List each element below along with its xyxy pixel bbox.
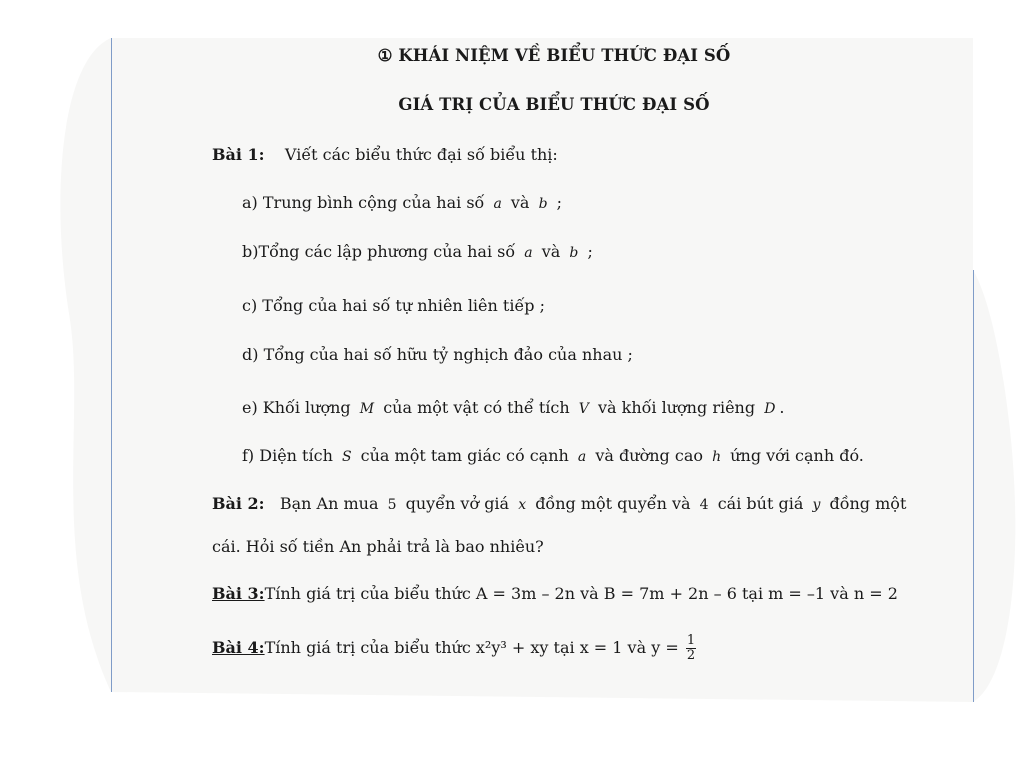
exercise-2 [212, 494, 906, 513]
exercise-1-label: Bài 1: [212, 145, 265, 164]
text: của một tam giác có cạnh [360, 446, 569, 465]
variable: b [569, 245, 579, 261]
text: e) Khối lượng [242, 398, 351, 417]
exercise-1-d: d) Tổng của hai số hữu tỷ nghịch đảo của nhau ; [242, 345, 633, 364]
exercise-2-label: Bài 2: [212, 494, 265, 513]
variable: a [493, 196, 502, 212]
exercise-1-text: Viết các biểu thức đại số biểu thị: [284, 145, 558, 164]
right-margin-line [973, 270, 974, 702]
exercise-3-label: Bài 3: [212, 584, 265, 603]
variable: S [341, 449, 352, 465]
number: 5 [387, 497, 397, 513]
variable: D [764, 401, 776, 417]
text: và [510, 193, 530, 212]
variable: x [518, 497, 527, 513]
sub-title: GIÁ TRỊ CỦA BIỂU THỨC ĐẠI SỐ [398, 95, 710, 114]
variable: a [577, 449, 587, 465]
variable: a [524, 245, 533, 261]
fraction-numerator: 1 [686, 633, 696, 648]
exercise-4-text: Tính giá trị của biểu thức x²y³ + xy tại x = 1 và y = [264, 638, 679, 657]
left-margin-line [111, 38, 112, 692]
exercise-1-b [242, 242, 593, 261]
exercise-3-text: Tính giá trị của biểu thức A = 3m – 2n và B = 7m + 2n – 6 tại m = –1 và n = 2 [264, 584, 898, 603]
text: và khối lượng riêng [597, 398, 756, 417]
text: và đường cao [595, 446, 703, 465]
text: cái bút giá [717, 494, 804, 513]
exercise-1-e [242, 398, 785, 417]
text: và [541, 242, 561, 261]
main-title: ① KHÁI NIỆM VỀ BIỂU THỨC ĐẠI SỐ [377, 46, 731, 65]
text: f) Diện tích [242, 446, 333, 465]
exercise-1 [212, 145, 558, 164]
fraction-denominator: 2 [686, 648, 696, 663]
text: quyển vở giá [405, 494, 510, 513]
text: đồng một [829, 494, 907, 513]
exercise-4-label: Bài 4: [212, 638, 265, 657]
exercise-1-f [242, 446, 864, 465]
text: Bạn An mua [279, 494, 379, 513]
text: ứng với cạnh đó. [730, 446, 864, 465]
variable: b [538, 196, 548, 212]
exercise-2-line-2: cái. Hỏi số tiền An phải trả là bao nhiêu? [212, 537, 544, 556]
fraction [686, 634, 696, 663]
text: của một vật có thể tích [383, 398, 570, 417]
variable: h [712, 449, 722, 465]
number: 4 [699, 497, 709, 513]
exercise-4 [212, 634, 696, 663]
text: ; [556, 193, 563, 212]
exercise-3 [212, 584, 898, 603]
text: a) Trung bình cộng của hai số [242, 193, 485, 212]
text: b)Tổng các lập phương của hai số [242, 242, 516, 261]
variable: V [578, 401, 589, 417]
variable: M [359, 401, 375, 417]
exercise-1-a [242, 193, 562, 212]
text: đồng một quyển và [535, 494, 691, 513]
text: ; [587, 242, 593, 261]
exercise-1-c: c) Tổng của hai số tự nhiên liên tiếp ; [242, 296, 546, 315]
variable: y [812, 497, 821, 513]
text: . [779, 398, 785, 417]
